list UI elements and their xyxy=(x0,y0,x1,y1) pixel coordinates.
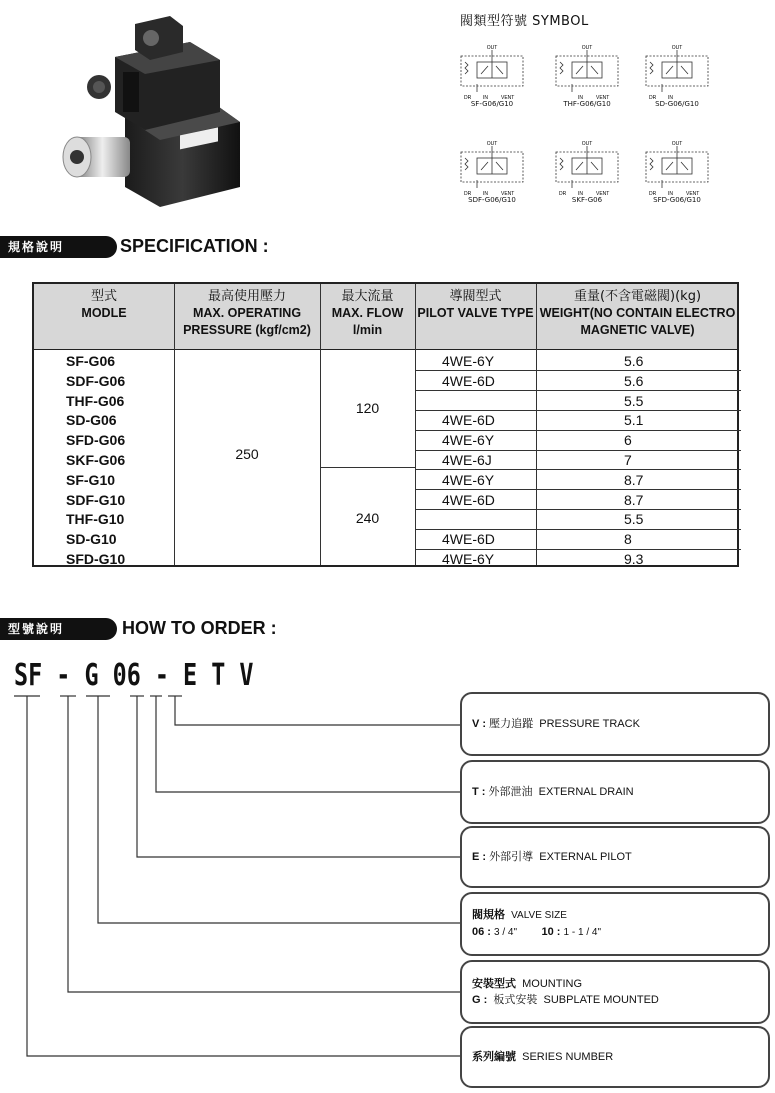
row-pilot: 4WE-6D xyxy=(442,531,495,548)
row-pilot: 4WE-6Y xyxy=(442,353,495,369)
svg-text:DR: DR xyxy=(649,191,657,197)
row-weight: 5.5 xyxy=(624,511,644,528)
row-weight: 8.7 xyxy=(624,491,644,508)
row-pilot xyxy=(442,391,536,411)
row-pilot: 4WE-6Y xyxy=(442,432,495,449)
symbol-4 xyxy=(550,140,624,208)
option-box-series: 系列編號 SERIES NUMBER xyxy=(460,1026,770,1088)
svg-text:DR: DR xyxy=(649,95,657,101)
option-box-v: V : 壓力追蹤 PRESSURE TRACK xyxy=(460,692,770,756)
row-weight: 5.1 xyxy=(624,412,644,429)
option-box-mounting: 安裝型式 MOUNTING G : 板式安裝 SUBPLATE MOUNTED xyxy=(460,960,770,1024)
row-weight: 5.5 xyxy=(624,392,644,409)
header-pressure: 最高使用壓力 MAX. OPERATING PRESSURE (kgf/cm2) xyxy=(183,289,311,337)
row-model: SF-G10 xyxy=(66,471,116,488)
svg-text:IN: IN xyxy=(668,95,673,101)
flow-value-g10: 240 xyxy=(355,510,380,526)
option-box-t: T : 外部泄油 EXTERNAL DRAIN xyxy=(460,760,770,824)
row-model: SFD-G06 xyxy=(66,432,126,449)
row-model: THF-G06 xyxy=(66,392,125,409)
spec-pill: 規格說明 xyxy=(0,236,117,258)
row-weight: 9.3 xyxy=(624,551,644,567)
symbol-caption: SKF-G06 xyxy=(571,196,603,204)
row-model: SF-G06 xyxy=(66,353,116,369)
row-weight: 5.6 xyxy=(624,372,644,389)
row-model: SD-G06 xyxy=(66,412,117,429)
symbol-caption: SDF-G06/G10 xyxy=(468,196,516,204)
svg-text:IN: IN xyxy=(483,95,488,101)
symbol-2 xyxy=(640,44,714,112)
row-weight: 8 xyxy=(624,531,632,548)
row-pilot xyxy=(442,509,536,529)
symbol-label-out: OUT xyxy=(671,45,683,51)
model-code: SF - G 06 - E T V xyxy=(14,658,254,693)
symbol-caption: SF-G06/G10 xyxy=(470,100,514,108)
svg-text:VENT: VENT xyxy=(596,191,610,197)
svg-text:VENT: VENT xyxy=(501,191,515,197)
order-pill: 型號說明 xyxy=(0,618,117,640)
symbol-label-out: OUT xyxy=(486,141,498,147)
svg-text:DR: DR xyxy=(559,191,567,197)
row-pilot: 4WE-6Y xyxy=(442,471,495,488)
symbol-caption: SD-G06/G10 xyxy=(655,100,699,108)
order-title: HOW TO ORDER : xyxy=(122,618,277,638)
svg-text:DR: DR xyxy=(464,95,472,101)
svg-text:VENT: VENT xyxy=(686,191,700,197)
flow-value-g06: 120 xyxy=(355,400,380,416)
option-box-e: E : 外部引導 EXTERNAL PILOT xyxy=(460,826,770,888)
row-model: SDF-G10 xyxy=(66,491,126,508)
symbol-label-out: OUT xyxy=(671,141,683,147)
row-weight: 5.6 xyxy=(624,353,644,369)
svg-text:IN: IN xyxy=(668,191,673,197)
header-model: 型式 MODLE xyxy=(81,289,127,320)
row-weight: 7 xyxy=(624,452,632,468)
product-photo xyxy=(55,12,250,212)
row-weight: 6 xyxy=(624,432,632,449)
symbol-label-out: OUT xyxy=(581,141,593,147)
spec-table xyxy=(32,282,739,567)
symbol-label-out: OUT xyxy=(486,45,498,51)
row-model: THF-G10 xyxy=(66,511,125,528)
symbol-3 xyxy=(455,140,529,208)
pressure-value: 250 xyxy=(235,446,259,462)
symbol-0 xyxy=(455,44,529,112)
row-model: SDF-G06 xyxy=(66,372,126,389)
row-pilot: 4WE-6J xyxy=(442,452,492,468)
header-flow: 最大流量 MAX. FLOW l/min xyxy=(331,289,404,337)
header-weight: 重量(不含電磁閥)(kg) WEIGHT(NO CONTAIN ELECTRO MAGNETIC VALVE) xyxy=(539,289,736,337)
option-box-size: 閥規格 VALVE SIZE 06 : 3 / 4" 10 : 1 - 1 / 4" xyxy=(460,892,770,956)
svg-text:VENT: VENT xyxy=(501,95,515,101)
row-pilot: 4WE-6Y xyxy=(442,551,495,567)
symbol-title: 閥類型符號 SYMBOL xyxy=(460,14,589,29)
row-weight: 8.7 xyxy=(624,471,644,488)
row-model: SFD-G10 xyxy=(66,551,126,567)
symbol-caption: THF-G06/G10 xyxy=(563,100,611,108)
spec-title: SPECIFICATION : xyxy=(120,236,269,256)
symbol-label-out: OUT xyxy=(581,45,593,51)
symbol-5 xyxy=(640,140,714,208)
row-model: SKF-G06 xyxy=(66,452,126,468)
row-model: SD-G10 xyxy=(66,531,117,548)
row-pilot: 4WE-6D xyxy=(442,372,495,389)
row-pilot: 4WE-6D xyxy=(442,412,495,429)
header-pilot: 導閥型式 PILOT VALVE TYPE xyxy=(417,289,534,320)
svg-text:DR: DR xyxy=(464,191,472,197)
row-pilot: 4WE-6D xyxy=(442,491,495,508)
svg-text:IN: IN xyxy=(483,191,488,197)
svg-text:IN: IN xyxy=(578,95,583,101)
svg-text:VENT: VENT xyxy=(596,95,610,101)
symbol-1 xyxy=(550,44,624,112)
svg-text:IN: IN xyxy=(578,191,583,197)
symbol-caption: SFD-G06/G10 xyxy=(653,196,701,204)
